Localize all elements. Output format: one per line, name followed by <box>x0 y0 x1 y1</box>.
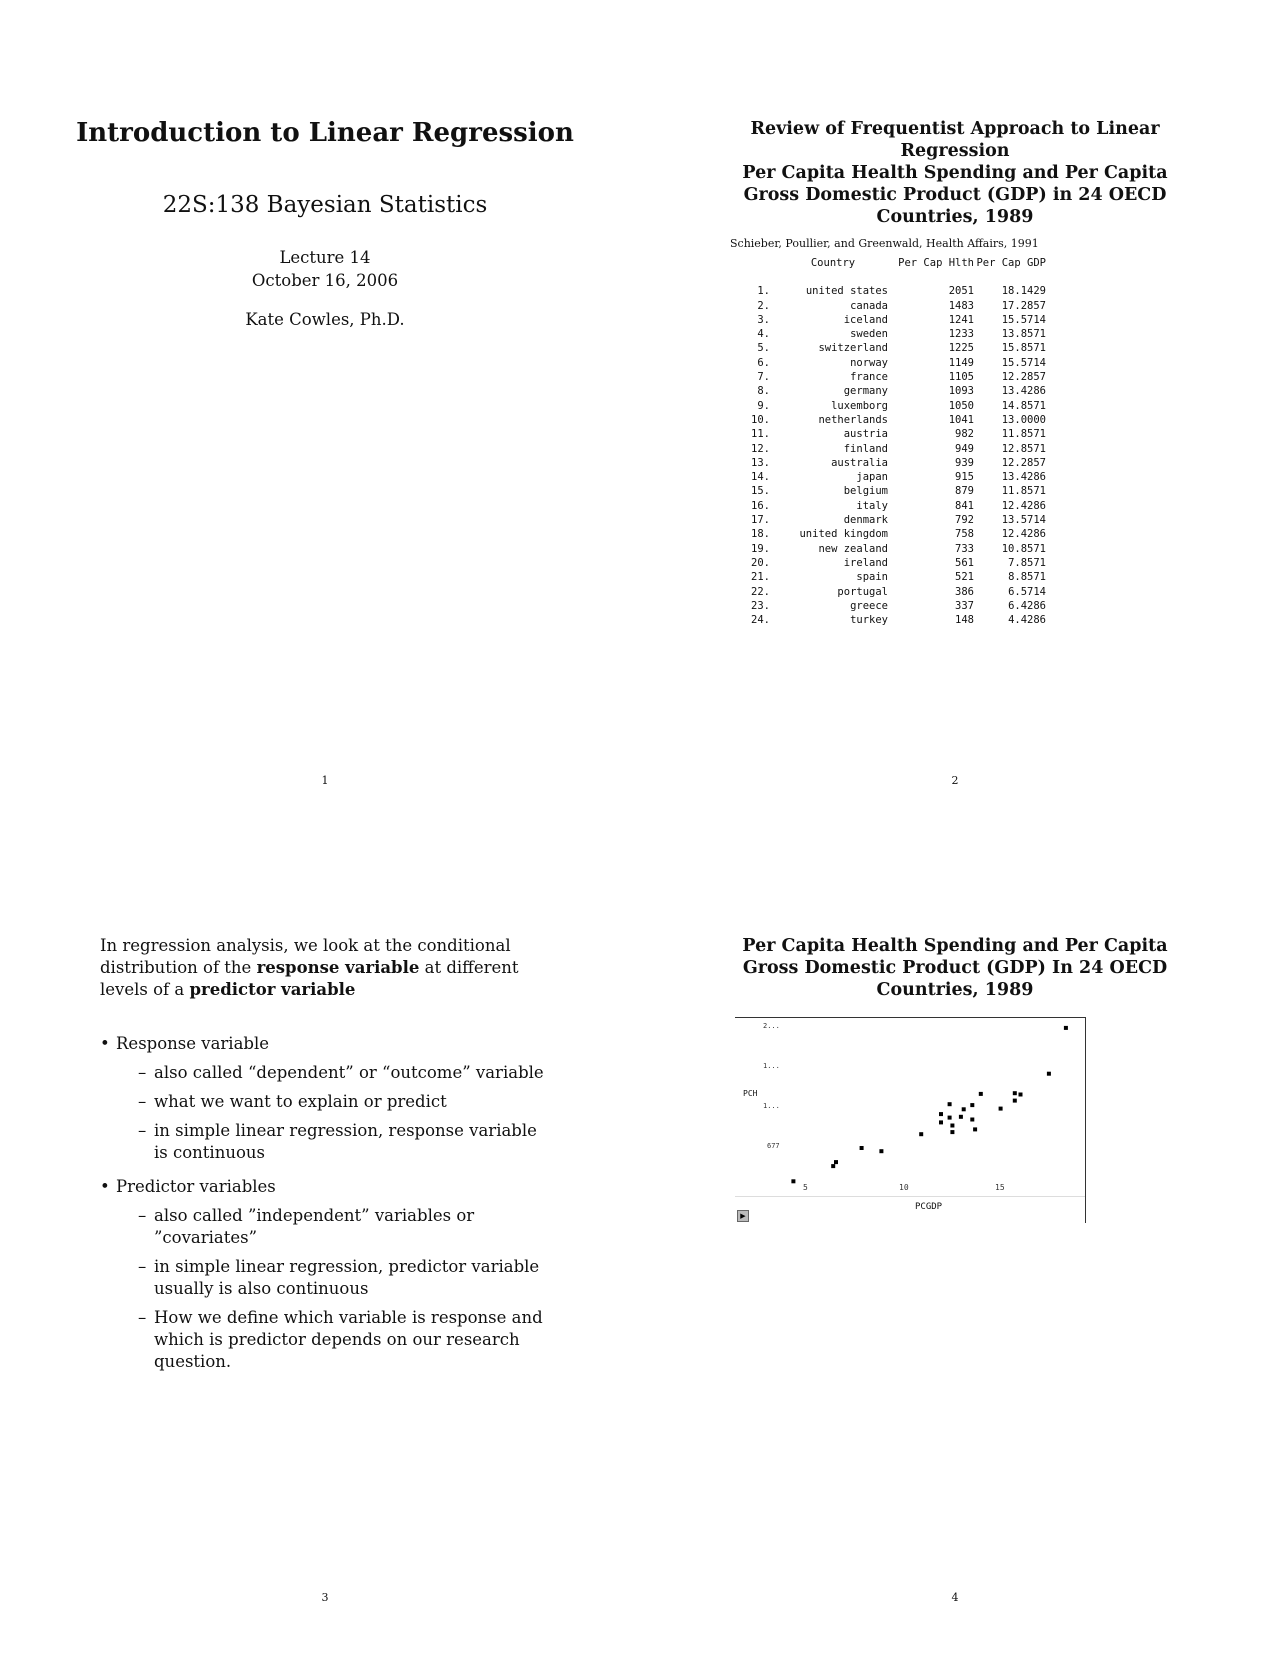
table-row <box>730 570 1046 584</box>
term-response: response variable <box>256 958 420 977</box>
row-gdp: 15.5714 <box>1001 313 1046 326</box>
row-country: italy <box>856 499 888 512</box>
bullet-label: Predictor variables <box>116 1177 276 1196</box>
header-index <box>730 256 778 284</box>
lecture-number: Lecture 14 <box>279 248 371 267</box>
page-number: 3 <box>321 1591 329 1604</box>
data-point <box>834 1160 838 1164</box>
row-index: 7. <box>757 371 770 384</box>
bullet-label: Response variable <box>116 1034 270 1053</box>
bullet-response <box>100 1033 550 1164</box>
row-country: new zealand <box>818 542 888 555</box>
row-gdp: 12.4286 <box>1001 499 1046 512</box>
data-point <box>979 1092 983 1096</box>
row-index: 17. <box>751 514 770 527</box>
row-gdp: 8.8571 <box>1008 571 1046 584</box>
course-title: 22S:138 Bayesian Statistics <box>162 192 488 218</box>
data-point <box>959 1115 963 1119</box>
table-row <box>730 299 1046 313</box>
row-index: 14. <box>751 471 770 484</box>
row-country: luxemborg <box>831 399 888 412</box>
table-header-row <box>730 256 1046 284</box>
y-tick-label: 677 <box>767 1142 780 1150</box>
term-predictor: predictor variable <box>189 980 356 999</box>
table-row <box>730 341 1046 355</box>
x-tick-label: 10 <box>899 1183 909 1192</box>
row-gdp: 13.4286 <box>1001 385 1046 398</box>
table-row <box>730 399 1046 413</box>
intro-text: at different levels of a <box>100 958 519 999</box>
row-country: belgium <box>843 485 888 498</box>
table-row <box>730 542 1046 556</box>
row-hlth: 337 <box>955 599 974 612</box>
row-hlth: 561 <box>955 556 974 569</box>
row-hlth: 148 <box>955 614 974 627</box>
y-tick-label: 1... <box>763 1062 780 1070</box>
data-point <box>1013 1099 1017 1103</box>
row-hlth: 1233 <box>948 328 974 341</box>
data-point <box>1013 1091 1017 1095</box>
sub-item: – How we define which variable is response and which is predictor depends on our research question. <box>116 1307 550 1373</box>
row-country: netherlands <box>818 413 888 426</box>
sub-list <box>116 1205 550 1373</box>
slide-3 <box>100 935 550 1615</box>
row-index: 10. <box>751 413 770 426</box>
row-gdp: 14.8571 <box>1001 399 1046 412</box>
lecture-date: October 16, 2006 <box>251 271 399 290</box>
table-row <box>730 427 1046 441</box>
page-number: 4 <box>951 1591 959 1604</box>
data-point <box>950 1124 954 1128</box>
table-row <box>730 284 1046 298</box>
row-gdp: 10.8571 <box>1001 542 1046 555</box>
row-country: france <box>850 371 888 384</box>
data-point <box>939 1120 943 1124</box>
table-row <box>730 513 1046 527</box>
row-gdp: 11.8571 <box>1001 485 1046 498</box>
row-hlth: 949 <box>955 442 974 455</box>
row-hlth: 1041 <box>948 413 974 426</box>
slide-heading: Per Capita Health Spending and Per Capita Gross Domestic Product (GDP) In 24 OECD Countries, 1989 <box>742 936 1168 1000</box>
sub-item: – in simple linear regression, predictor variable usually is also continuous <box>116 1256 550 1300</box>
row-hlth: 841 <box>955 499 974 512</box>
data-point <box>970 1118 974 1122</box>
row-hlth: 879 <box>955 485 974 498</box>
slide-title: Introduction to Linear Regression <box>76 118 574 148</box>
row-gdp: 12.2857 <box>1001 456 1046 469</box>
row-country: united states <box>805 285 888 298</box>
table-row <box>730 599 1046 613</box>
citation: Schieber, Poullier, and Greenwald, Health Affairs, 1991 <box>730 237 1039 250</box>
row-index: 13. <box>751 456 770 469</box>
row-index: 16. <box>751 499 770 512</box>
lecture-info <box>60 246 590 292</box>
page-number: 2 <box>951 774 959 787</box>
row-index: 3. <box>757 313 770 326</box>
data-point <box>919 1132 923 1136</box>
row-gdp: 13.5714 <box>1001 514 1046 527</box>
row-gdp: 13.8571 <box>1001 328 1046 341</box>
row-index: 15. <box>751 485 770 498</box>
data-point <box>950 1130 954 1134</box>
data-point <box>1019 1093 1023 1097</box>
row-country: spain <box>856 571 888 584</box>
row-index: 8. <box>757 385 770 398</box>
data-point <box>860 1146 864 1150</box>
row-gdp: 13.0000 <box>1001 413 1046 426</box>
row-index: 9. <box>757 399 770 412</box>
data-point <box>948 1116 952 1120</box>
slide-subheading: Per Capita Health Spending and Per Capita Gross Domestic Product (GDP) in 24 OECD Countries, 1989 <box>742 163 1168 227</box>
row-hlth: 939 <box>955 456 974 469</box>
row-country: united kingdom <box>799 528 888 541</box>
row-index: 12. <box>751 442 770 455</box>
data-point <box>879 1149 883 1153</box>
header-gdp: Per Cap GDP <box>976 257 1046 269</box>
data-point <box>999 1107 1003 1111</box>
row-gdp: 4.4286 <box>1008 614 1046 627</box>
intro-paragraph <box>100 935 550 1001</box>
y-tick-label: 1... <box>763 1102 780 1110</box>
table-row <box>730 484 1046 498</box>
row-country: iceland <box>843 313 888 326</box>
row-index: 19. <box>751 542 770 555</box>
row-hlth: 386 <box>955 585 974 598</box>
row-country: finland <box>843 442 888 455</box>
table-row <box>730 442 1046 456</box>
row-country: ireland <box>843 556 888 569</box>
data-point <box>1047 1072 1051 1076</box>
row-hlth: 1149 <box>948 356 974 369</box>
row-index: 21. <box>751 571 770 584</box>
data-point <box>791 1179 795 1183</box>
table-row <box>730 556 1046 570</box>
row-index: 2. <box>757 299 770 312</box>
row-country: australia <box>831 456 888 469</box>
scatter-svg <box>735 1018 1085 1223</box>
x-tick-label: 5 <box>803 1183 808 1192</box>
table-row <box>730 499 1046 513</box>
row-country: japan <box>856 471 888 484</box>
row-gdp: 15.5714 <box>1001 356 1046 369</box>
data-point <box>1064 1026 1068 1030</box>
row-gdp: 11.8571 <box>1001 428 1046 441</box>
header-hlth: Per Cap Hlth <box>898 257 974 269</box>
row-hlth: 1225 <box>948 342 974 355</box>
row-gdp: 6.4286 <box>1008 599 1046 612</box>
row-hlth: 1093 <box>948 385 974 398</box>
slide-4 <box>720 935 1190 1615</box>
row-gdp: 6.5714 <box>1008 585 1046 598</box>
row-hlth: 1483 <box>948 299 974 312</box>
row-hlth: 2051 <box>948 285 974 298</box>
scatter-plot <box>735 1017 1086 1223</box>
y-tick-label: 2... <box>763 1022 780 1030</box>
row-index: 1. <box>757 285 770 298</box>
row-index: 11. <box>751 428 770 441</box>
row-country: canada <box>850 299 888 312</box>
table-row <box>730 356 1046 370</box>
data-point <box>831 1164 835 1168</box>
data-point <box>962 1107 966 1111</box>
row-index: 20. <box>751 556 770 569</box>
sub-item: – also called ”independent” variables or ”covariates” <box>116 1205 550 1249</box>
row-gdp: 12.2857 <box>1001 371 1046 384</box>
row-hlth: 521 <box>955 571 974 584</box>
row-hlth: 758 <box>955 528 974 541</box>
row-gdp: 12.8571 <box>1001 442 1046 455</box>
row-hlth: 1241 <box>948 313 974 326</box>
row-country: norway <box>850 356 888 369</box>
sub-item: – what we want to explain or predict <box>116 1091 550 1113</box>
row-index: 6. <box>757 356 770 369</box>
table-row <box>730 313 1046 327</box>
table-row <box>730 470 1046 484</box>
bullet-predictor <box>100 1176 550 1373</box>
row-index: 5. <box>757 342 770 355</box>
row-index: 18. <box>751 528 770 541</box>
table-row <box>730 613 1046 627</box>
table-body <box>730 284 1046 627</box>
row-hlth: 1105 <box>948 371 974 384</box>
row-country: sweden <box>850 328 888 341</box>
intro-text: In regression analysis, we look at the conditional distribution of the <box>100 936 511 977</box>
sub-list <box>116 1062 550 1164</box>
row-hlth: 792 <box>955 514 974 527</box>
row-country: switzerland <box>818 342 888 355</box>
row-country: portugal <box>837 585 888 598</box>
row-gdp: 15.8571 <box>1001 342 1046 355</box>
table-row <box>730 527 1046 541</box>
row-index: 22. <box>751 585 770 598</box>
bullet-list <box>100 1033 550 1373</box>
row-country: germany <box>843 385 888 398</box>
page-number: 1 <box>321 774 329 787</box>
row-country: austria <box>843 428 888 441</box>
author: Kate Cowles, Ph.D. <box>245 310 405 329</box>
row-gdp: 17.2857 <box>1001 299 1046 312</box>
table-row <box>730 384 1046 398</box>
x-axis-label: PCGDP <box>915 1202 943 1212</box>
slide-heading: Review of Frequentist Approach to Linear Regression <box>750 119 1160 161</box>
table-row <box>730 370 1046 384</box>
data-point <box>970 1103 974 1107</box>
row-gdp: 7.8571 <box>1008 556 1046 569</box>
row-country: turkey <box>850 614 888 627</box>
x-tick-label: 15 <box>995 1183 1005 1192</box>
row-hlth: 733 <box>955 542 974 555</box>
row-index: 24. <box>751 614 770 627</box>
table-row <box>730 456 1046 470</box>
row-gdp: 12.4286 <box>1001 528 1046 541</box>
row-index: 4. <box>757 328 770 341</box>
table-row <box>730 585 1046 599</box>
row-index: 23. <box>751 599 770 612</box>
row-country: greece <box>850 599 888 612</box>
slide-1 <box>60 90 590 810</box>
data-point <box>973 1127 977 1131</box>
row-country: denmark <box>843 514 888 527</box>
row-gdp: 13.4286 <box>1001 471 1046 484</box>
sub-item: – in simple linear regression, response variable is continuous <box>116 1120 550 1164</box>
row-hlth: 982 <box>955 428 974 441</box>
row-hlth: 1050 <box>948 399 974 412</box>
table-row <box>730 413 1046 427</box>
data-table <box>730 256 1046 627</box>
row-gdp: 18.1429 <box>1001 285 1046 298</box>
play-icon[interactable]: ▶ <box>737 1210 749 1222</box>
data-point <box>939 1112 943 1116</box>
sub-item: – also called “dependent” or “outcome” variable <box>116 1062 550 1084</box>
table-row <box>730 327 1046 341</box>
header-country: Country <box>810 257 856 269</box>
slide-2 <box>730 90 1180 810</box>
data-point <box>948 1102 952 1106</box>
y-axis-label: PCH <box>743 1089 758 1098</box>
row-hlth: 915 <box>955 471 974 484</box>
